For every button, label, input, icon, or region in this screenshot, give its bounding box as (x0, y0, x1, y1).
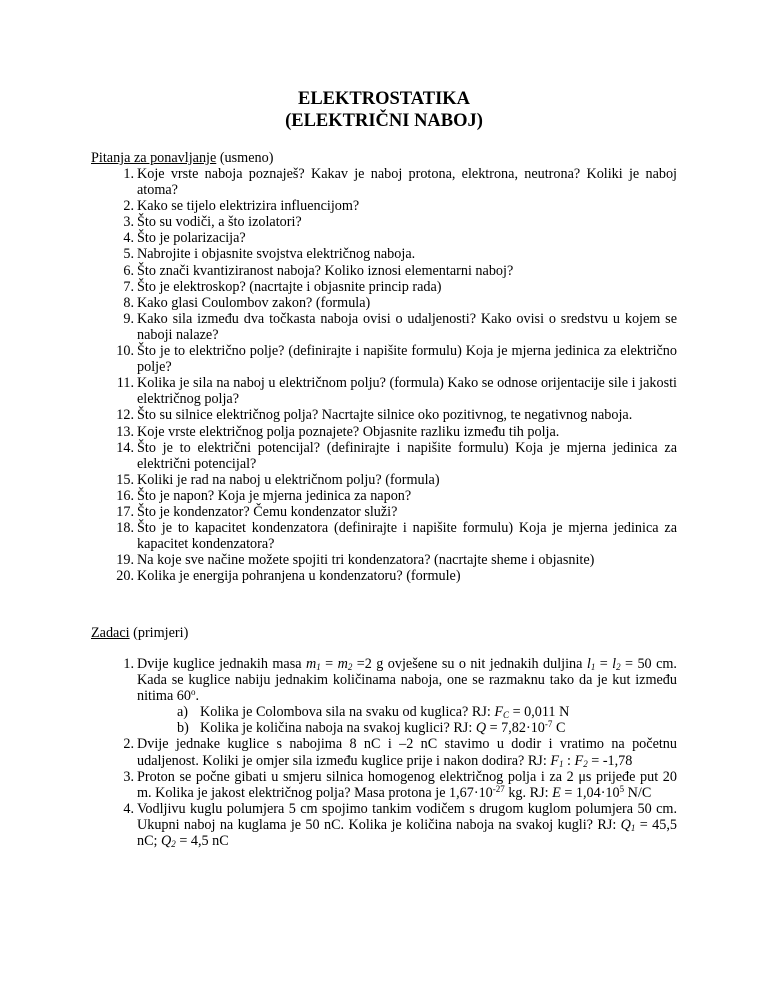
var-m: m (337, 656, 348, 672)
question-item (0, 166, 677, 198)
question-number: 12. (116, 407, 134, 424)
question-text: Kako sila između dva točkasta naboja ovisi o udaljenosti? Kako ovisi o sredstvu u kojem se naboji nalaze? (137, 310, 677, 343)
var-l: l (612, 656, 617, 672)
index-1: 1 (559, 758, 564, 769)
problems-heading (91, 625, 188, 641)
question-item (0, 407, 677, 423)
problem-text: = 50 cm. Kada se kuglice nabiju jednakim količinama naboja, one se razmaknu tako da je kut između nitima 60 (137, 656, 677, 705)
question-text: Što su silnice električnog polja? Nacrtajte silnice oko pozitivnog, te negativnog naboja. (137, 407, 633, 424)
question-text: Nabrojite i objasnite svojstva električnog naboja. (137, 246, 416, 263)
problem-text: kg. RJ: (504, 784, 553, 801)
question-item (0, 279, 677, 295)
answer: = -1,78 (587, 752, 633, 769)
problem-text: Dvije kuglice jednakih masa (137, 656, 306, 672)
exponent: -7 (544, 719, 553, 730)
question-item (0, 424, 677, 440)
question-item (0, 246, 677, 262)
question-item (0, 343, 677, 375)
question-text: Na koje sve načine možete spojiti tri kondenzatora? (nacrtajte sheme i objasnite) (137, 552, 595, 569)
problem-1 (0, 656, 677, 704)
question-item (0, 263, 677, 279)
question-number: 5. (123, 246, 134, 263)
equals: = (320, 656, 338, 672)
index-1: 1 (590, 662, 596, 672)
ratio-colon: : (563, 752, 575, 769)
answer: = 0,011 N (509, 704, 570, 721)
var-m: m (305, 656, 317, 672)
question-number: 7. (123, 278, 134, 295)
problem-number: 2. (123, 736, 134, 753)
question-item (0, 311, 677, 343)
degree-sign: o (191, 687, 196, 698)
answer: = 45,5 nC; (137, 816, 677, 850)
unit: N/C (624, 784, 652, 801)
problems-list (0, 656, 768, 849)
question-item (0, 230, 677, 246)
problem-number: 4. (123, 800, 134, 817)
question-item (0, 504, 677, 520)
problem-text: Proton se počne gibati u smjeru silnica homogenog električnog polja i za 2 μs prijeđe put 20 m. Kolika je jakost električnog polja? Masa protona je 1,67·10 (137, 768, 677, 801)
question-text: Što je to električni potencijal? (definirajte i napišite formulu) Koja je mjerna jedinica za električni potencijal? (137, 439, 677, 472)
var-f: F (574, 752, 584, 769)
answer: = 7,82·10 (486, 720, 545, 737)
question-text: Koliki je rad na naboj u električnom polju? (formula) (137, 471, 440, 488)
question-item (0, 568, 677, 584)
problem-1-part-a (0, 704, 680, 720)
question-number: 3. (123, 214, 134, 231)
question-number: 10. (116, 343, 134, 360)
unit: C (552, 720, 566, 737)
question-item (0, 520, 677, 552)
question-text: Kako glasi Coulombov zakon? (formula) (137, 294, 371, 311)
questions-heading-suffix: (usmeno) (216, 150, 274, 166)
var-e: E (552, 784, 561, 801)
question-text: Koje vrste naboja poznaješ? Kakav je naboj protona, elektrona, neutrona? Koliki je naboj atoma? (137, 166, 677, 199)
question-text: Kolika je sila na naboj u električnom polju? (formula) Kako se odnose orijentacije sile i jakosti električnog polja? (137, 375, 677, 408)
index-2: 2 (616, 662, 621, 672)
problem-2 (0, 736, 677, 768)
index-1: 1 (630, 822, 636, 833)
question-text: Što je to električno polje? (definirajte i napišite formulu) Koja je mjerna jedinica za električno polje? (137, 343, 677, 376)
index-2: 2 (347, 662, 353, 672)
question-item (0, 375, 677, 407)
problem-text: Vodljivu kuglu polumjera 5 cm spojimo tankim vodičem s drugom kuglom polumjera 50 cm. Ukupni naboj na kuglama je 50 nC. Kolika je količina naboja na svakoj kugli? RJ: (137, 800, 677, 833)
question-text: Kolika je energija pohranjena u kondenzatoru? (formule) (137, 568, 461, 585)
problem-text: Dvije jednake kuglice s nabojima 8 nC i –2 nC stavimo u dodir i vratimo na početnu udaljenost. Koliki je omjer sila između kuglice prije i nakon dodira? RJ: (137, 736, 677, 769)
problem-1-part-b (0, 720, 680, 736)
question-text: Što je polarizacija? (137, 230, 246, 247)
question-text: Kako se tijelo elektrizira influencijom? (137, 198, 360, 215)
part-label: b) (177, 720, 189, 737)
question-number: 17. (116, 503, 134, 520)
index-1: 1 (316, 662, 321, 672)
index-c: C (503, 710, 510, 721)
part-label: a) (177, 704, 189, 721)
problems-heading-suffix: (primjeri) (129, 625, 189, 641)
var-q: Q (620, 816, 631, 833)
questions-list (0, 166, 768, 584)
question-item (0, 472, 677, 488)
question-item (0, 488, 677, 504)
question-number: 20. (116, 568, 134, 585)
index-2: 2 (171, 839, 176, 850)
part-text: Kolika je količina naboja na svakoj kuglici? RJ: (200, 720, 476, 737)
problem-number: 3. (123, 768, 134, 785)
answer: = 1,04·10 (560, 784, 620, 801)
problem-4 (0, 801, 677, 849)
question-text: Koje vrste električnog polja poznajete? Objasnite razliku između tih polja. (137, 423, 560, 440)
question-text: Što znači kvantiziranost naboja? Koliko iznosi elementarni naboj? (137, 262, 514, 279)
question-number: 13. (116, 423, 134, 440)
exponent: -27 (492, 783, 505, 794)
part-text: Kolika je Colombova sila na svaku od kuglica? RJ: (200, 704, 495, 721)
question-number: 18. (116, 520, 134, 537)
question-item (0, 214, 677, 230)
problem-text: =2 g ovješene su o nit jednakih duljina (352, 656, 587, 672)
question-item (0, 440, 677, 472)
question-number: 4. (123, 230, 134, 247)
var-q: Q (161, 833, 172, 850)
problems-heading-underlined: Zadaci (91, 625, 130, 641)
document-subtitle: (ELEKTRIČNI NABOJ) (285, 111, 483, 131)
var-f: F (494, 704, 504, 721)
questions-heading-underlined: Pitanja za ponavljanje (91, 150, 217, 166)
question-text: Što su vodiči, a što izolatori? (137, 214, 302, 231)
var-f: F (550, 752, 559, 769)
question-item (0, 198, 677, 214)
question-number: 16. (116, 487, 134, 504)
question-number: 8. (123, 294, 134, 311)
question-number: 19. (116, 552, 134, 569)
document-title: ELEKTROSTATIKA (297, 89, 471, 109)
question-text: Što je napon? Koja je mjerna jedinica za napon? (137, 487, 412, 504)
question-number: 9. (123, 310, 134, 327)
question-number: 2. (123, 198, 134, 215)
problem-3 (0, 769, 677, 801)
question-number: 1. (123, 166, 134, 182)
var-q: Q (475, 720, 487, 737)
question-number: 15. (116, 471, 134, 488)
index-2: 2 (583, 758, 588, 769)
problem-number: 1. (123, 656, 134, 672)
question-item (0, 295, 677, 311)
exponent: 5 (619, 783, 625, 794)
problem-text: . (195, 688, 200, 705)
question-number: 14. (116, 439, 134, 456)
equals: = (595, 656, 613, 672)
questions-heading (91, 150, 273, 166)
question-item (0, 552, 677, 568)
question-text: Što je to kapacitet kondenzatora (definirajte i napišite formulu) Koja je mjerna jedinica za kapacitet kondenzatora? (137, 520, 677, 553)
question-number: 11. (116, 375, 134, 392)
answer: = 4,5 nC (175, 833, 229, 850)
question-text: Što je kondenzator? Čemu kondenzator služi? (137, 503, 398, 520)
question-text: Što je elektroskop? (nacrtajte i objasnite princip rada) (137, 278, 442, 295)
question-number: 6. (123, 262, 134, 279)
var-l: l (586, 656, 591, 672)
